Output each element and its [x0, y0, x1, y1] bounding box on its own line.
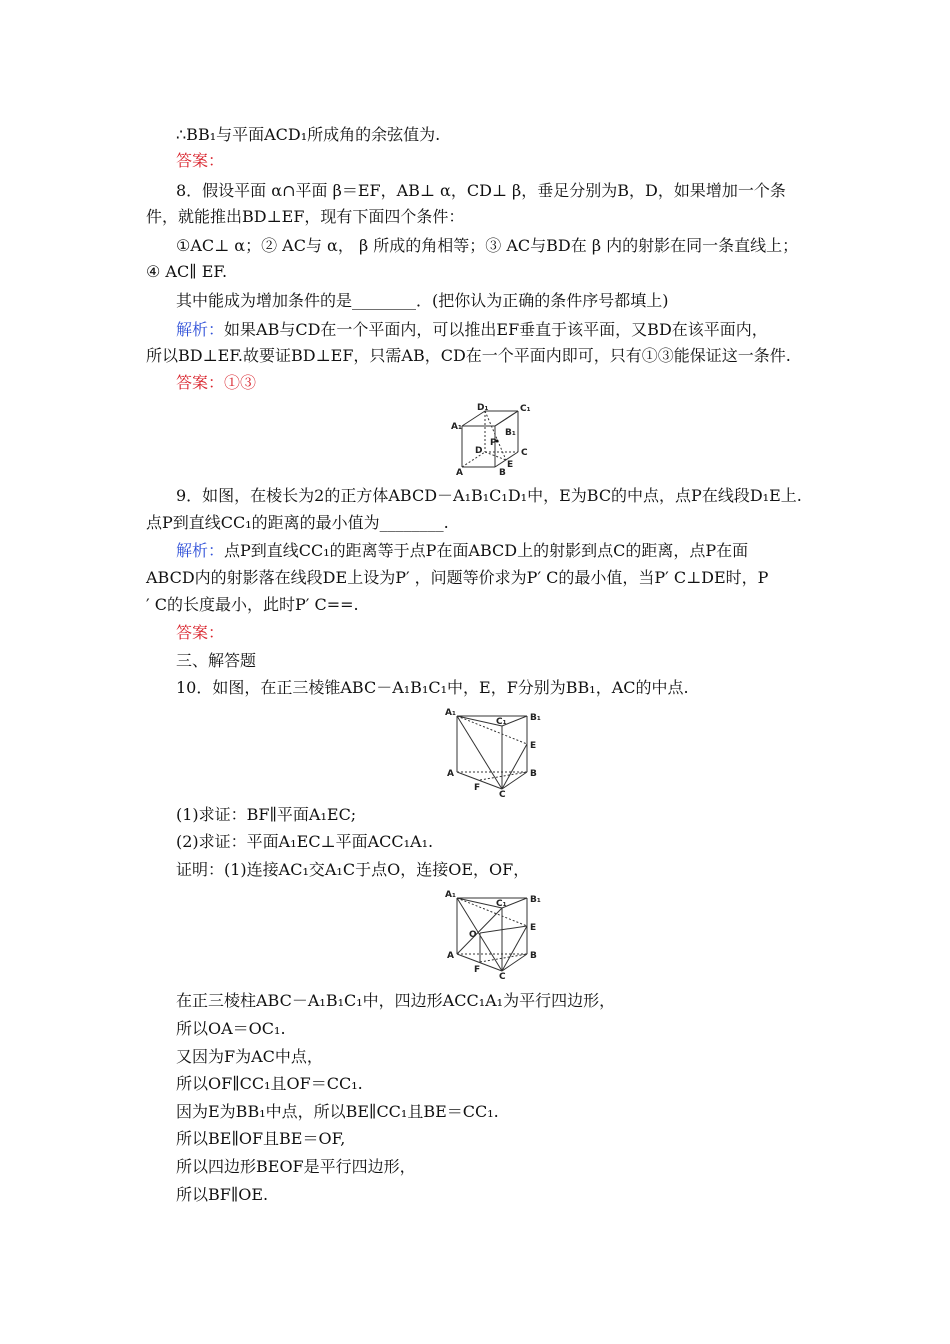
vertex-label: C₁: [520, 404, 531, 414]
text-line: ′ C的长度最小，此时P′ C==.: [146, 595, 359, 614]
vertex-label: A₁: [445, 890, 456, 900]
text-line: 在正三棱柱ABC－A₁B₁C₁中，四边形ACC₁A₁为平行四边形，: [176, 991, 616, 1010]
text-line: 又因为F为AC中点，: [176, 1047, 323, 1066]
text-line: 因为E为BB₁中点，所以BE∥CC₁且BE＝CC₁.: [176, 1102, 499, 1121]
cube-figure: [450, 401, 540, 479]
text-line: 其中能成为增加条件的是________．(把你认为正确的条件序号都填上): [176, 291, 669, 310]
vertex-label: D: [475, 446, 483, 456]
text-line: 所以四边形BEOF是平行四边形，: [176, 1157, 416, 1176]
vertex-label: A: [447, 769, 454, 779]
text-line: (1)求证：BF∥平面A₁EC;: [176, 805, 357, 824]
text-line: ABCD内的射影落在线段DE上设为P′ ，问题等价求为P′ C的最小值，当P′ C⊥DE时，P: [146, 568, 769, 587]
section-heading: 三、解答题: [176, 651, 257, 670]
solution-line: [176, 540, 748, 562]
solution-line: [176, 319, 768, 341]
text-line: ∴BB₁与平面ACD₁所成角的余弦值为.: [176, 125, 441, 144]
question-9: 9．如图，在棱长为2的正方体ABCD－A₁B₁C₁D₁中，E为BC的中点，点P在线段D₁E上.: [176, 486, 802, 505]
vertex-label: A₁: [451, 422, 462, 432]
vertex-label: E: [530, 741, 537, 751]
vertex-label: B: [530, 951, 537, 961]
vertex-label: A: [447, 951, 454, 961]
vertex-label: C₁: [496, 899, 507, 909]
question-10: 10．如图，在正三棱锥ABC－A₁B₁C₁中，E，F分别为BB₁，AC的中点.: [176, 678, 689, 697]
question-8: 8．假设平面 α∩平面 β＝EF，AB⊥ α，CD⊥ β，垂足分别为B，D，如果增加一个条: [176, 181, 786, 200]
solution-label: 解析：: [176, 320, 225, 339]
vertex-label: C: [499, 972, 506, 980]
prism-figure-with-o: [440, 888, 550, 980]
vertex-label: A₁: [445, 708, 456, 718]
vertex-label: D₁: [477, 403, 489, 413]
vertex-label: E: [507, 460, 514, 470]
answer-label: 答案：①③: [176, 373, 257, 392]
prism-figure: [440, 706, 550, 798]
answer-label: 答案：: [176, 623, 225, 642]
vertex-label: F: [474, 965, 481, 975]
vertex-label: B: [530, 769, 537, 779]
solution-label: 解析：: [176, 541, 225, 560]
text-line: 所以OA＝OC₁.: [176, 1019, 286, 1038]
vertex-label: A: [456, 468, 463, 478]
text-line: ①AC⊥ α；② AC与 α， β 所成的角相等；③ AC与BD在 β 内的射影在同一条直线上；: [176, 236, 799, 255]
text-line: 证明：(1)连接AC₁交A₁C于点O，连接OE，OF，: [176, 860, 530, 879]
vertex-label: B₁: [505, 428, 516, 438]
vertex-label: B₁: [530, 713, 541, 723]
text-line: (2)求证：平面A₁EC⊥平面ACC₁A₁.: [176, 832, 434, 851]
solution-text: 点P到直线CC₁的距离等于点P在面ABCD上的射影到点C的距离，点P在面: [224, 541, 749, 560]
text-line: 所以BE∥OF且BE＝OF,: [176, 1129, 346, 1148]
answer-label: 答案：: [176, 151, 225, 170]
text-line: 点P到直线CC₁的距离的最小值为________.: [146, 513, 449, 532]
vertex-label: C: [521, 448, 528, 458]
vertex-label: C₁: [496, 717, 507, 727]
vertex-label: E: [530, 923, 537, 933]
text-line: 件，就能推出BD⊥EF，现有下面四个条件：: [146, 207, 465, 226]
vertex-label: B₁: [530, 895, 541, 905]
text-line: 所以BD⊥EF.故要证BD⊥EF，只需AB，CD在一个平面内即可，只有①③能保证这一条件.: [146, 346, 791, 365]
solution-text: 如果AB与CD在一个平面内，可以推出EF垂直于该平面，又BD在该平面内，: [224, 320, 768, 339]
text-line: ④ AC∥ EF.: [146, 262, 228, 281]
vertex-label: P: [490, 438, 497, 448]
vertex-label: F: [474, 783, 481, 793]
vertex-label: C: [499, 790, 506, 798]
text-line: 所以OF∥CC₁且OF＝CC₁.: [176, 1074, 363, 1093]
text-line: 所以BF∥OE.: [176, 1185, 269, 1204]
vertex-label: B: [499, 468, 506, 478]
vertex-label: O: [469, 930, 477, 940]
